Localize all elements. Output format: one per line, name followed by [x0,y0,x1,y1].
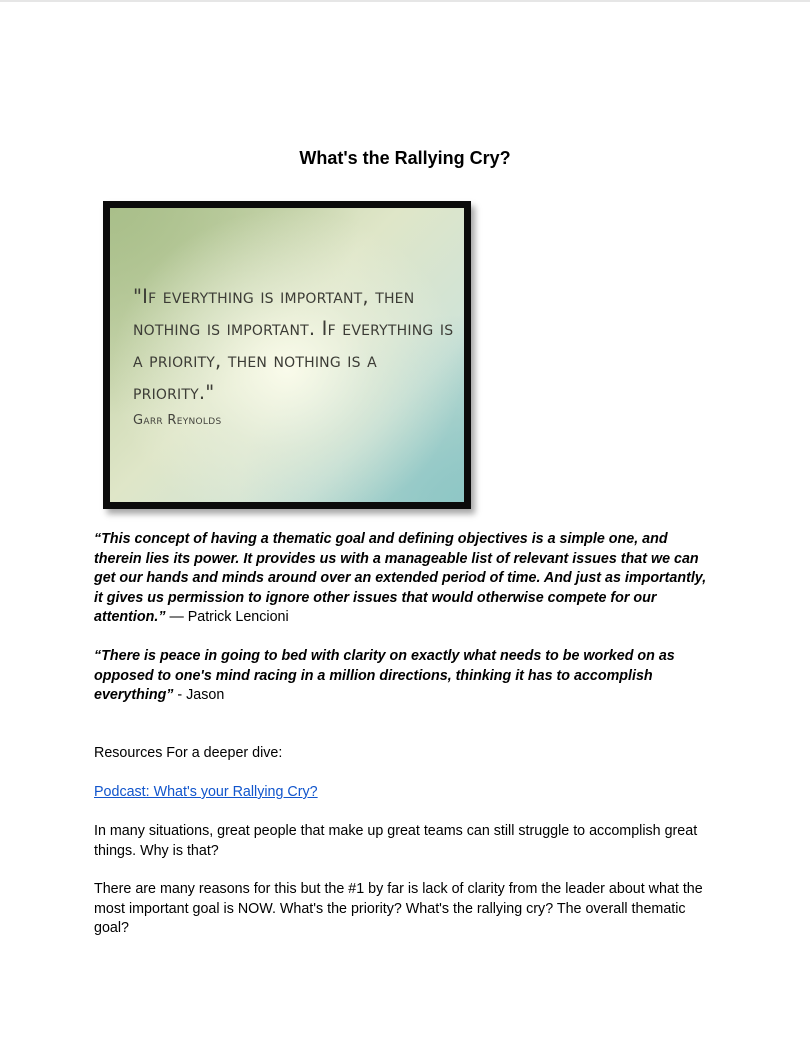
jason-attribution: - Jason [173,687,225,703]
quote-image [103,201,471,509]
jason-quote-text: “There is peace in going to bed with clarity on exactly what needs to be worked on as opposed to one's mind racing in a million directions, thinking it has to accomplish everything” [94,648,675,703]
paragraph-2: There are many reasons for this but the #1 by far is lack of clarity from the leader about what the most important goal is NOW. What's the priority? What's the rallying cry? The overall thematic goal? [94,881,703,936]
lencioni-quote-text: “This concept of having a thematic goal and defining objectives is a simple one, and therein lies its power. It provides us with a manageable list of relevant issues that we can get our hands and minds around over an extended period of time. And just as importantly, it gives us permission to ignore other issues that would otherwise compete for our attention.” [94,531,707,625]
page-top-border [0,0,810,2]
resources-heading: Resources For a deeper dive: [94,745,283,761]
page-title: What's the Rallying Cry? [299,148,511,168]
lencioni-attribution: — Patrick Lencioni [165,609,289,625]
image-quote-author: Garr Reynolds [133,413,222,428]
image-quote-text: "If everything is important, then nothing is important. If everything is a priority, then nothing is a priority." [133,285,454,404]
podcast-link-container [94,783,718,803]
podcast-link[interactable]: Podcast: What's your Rallying Cry? [94,784,318,800]
jason-quote [94,647,718,706]
lencioni-quote [94,530,718,628]
paragraph-1: In many situations, great people that make up great teams can still struggle to accomplish great things. Why is that? [94,823,698,859]
